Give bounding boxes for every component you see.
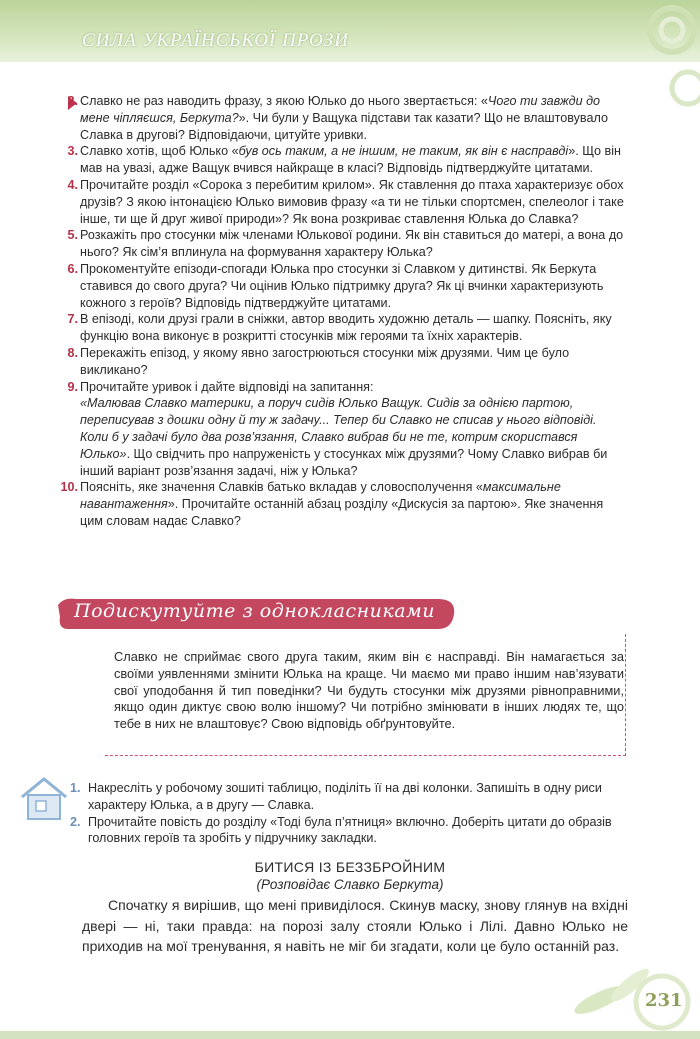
question-number: 7. xyxy=(67,312,78,327)
question-text: Розкажіть про стосунки між членами Юлькової родини. Як він ставиться до матері, а вона до нього? Як сім’я вплинула на формування характеру Юлька? xyxy=(80,228,624,260)
question-item xyxy=(67,311,628,345)
question-text: Прокоментуйте епізоди-спогади Юлька про стосунки зі Славком у дитинстві. Як Беркута ставився до свого друга? Чи оцінив Юлько підтримку друга? Як ці вчинки характеризують кожного з героїв? Відповідь підтверджуйте цитатами. xyxy=(80,261,604,310)
question-number: 5. xyxy=(67,228,78,243)
page-number: 231 xyxy=(645,990,683,1011)
homework-text: Прочитайте повість до розділу «Тоді була п’ятниця» включно. Доберіть цитати до образів головних героїв та зробіть у підручнику закладки. xyxy=(88,814,612,846)
homework-text: Накресліть у робочому зошиті таблицю, поділіть її на дві колонки. Запишіть в одну риси характеру Юлька, а в другу — Славка. xyxy=(88,781,602,812)
question-number: 9. xyxy=(67,379,78,394)
question-number: 10. xyxy=(60,480,78,495)
discussion-text: Славко не сприймає свого друга таким, яким він є насправді. Він намагається за своїми уявленнями змінити Юлька на краще. Чи маємо ми право іншим нав’язувати свої уподобання й тип поведінки? Чи будуть стосунки між друзями рівноправними, якщо один диктує свою волю іншому? Чи потрібно змінювати в інших людях те, що тебе в них не влаштовує? Свою відповідь обґрунтовуйте. xyxy=(114,649,624,732)
question-text: ». Прочитайте останній абзац розділу «Дискусія за партою». Яке значення цим словам надає Славко? xyxy=(80,497,604,528)
homework-list xyxy=(70,780,628,847)
homework-number: 2. xyxy=(70,814,81,829)
question-item xyxy=(67,261,628,311)
quote-text: максимальне навантаження xyxy=(80,480,561,512)
question-number: 6. xyxy=(67,261,78,276)
question-item xyxy=(67,227,628,261)
question-number: 4. xyxy=(67,177,78,192)
question-list xyxy=(60,93,628,530)
bottom-rule xyxy=(0,1031,700,1039)
homework-number: 1. xyxy=(70,781,81,795)
question-text: ». Що він мав на увазі, адже Ващук вчився найкраще в класі? Відповідь підтверджуйте цитатами. xyxy=(80,144,621,176)
question-text: Прочитайте розділ «Сорока з перебитим крилом». Як ставлення до птаха характеризує обох друзів? З якою інтонацією Юлько вимовив фразу «а ти не тільки спортсмен, спелеолог і таке інше, ти ще й друг живої природи»? Як вона розкриває ставлення Юлька до Славка? xyxy=(80,177,624,226)
question-text: В епізоді, коли друзі грали в сніжки, автор вводить художню деталь — шапку. Поясніть, яку функцію вона виконує в розкритті стосунків між героями та їхніх характерів. xyxy=(80,312,612,344)
question-number: 8. xyxy=(67,345,78,360)
question-item xyxy=(67,177,628,227)
homework-item xyxy=(70,780,628,814)
question-text: Прочитайте уривок і дайте відповіді на запитання: xyxy=(80,379,374,394)
question-item xyxy=(67,345,628,379)
story-title: БИТИСЯ ІЗ БЕЗЗБРОЙНИМ xyxy=(254,859,446,875)
question-item xyxy=(67,93,628,143)
question-text: Славко не раз наводить фразу, з якою Юлько до нього звертається: « xyxy=(80,94,488,108)
home-assignment-icon xyxy=(18,775,70,821)
discussion-banner-title: Подискутуйте з однокласниками xyxy=(74,600,436,622)
question-number: 3. xyxy=(67,144,78,159)
homework-item xyxy=(70,814,628,848)
story-subtitle: (Розповідає Славко Беркута) xyxy=(256,877,444,892)
story-paragraph: Спочатку я вирішив, що мені привиділося. Скинув маску, знову глянув на вхідні двері — ні, таки правда: на порозі залу стояли Юлько і Лілі. Давно Юлько не приходив на мої тренування, я навіть не міг би згадати, коли це було останній раз. xyxy=(82,897,628,954)
question-text: Перекажіть епізод, у якому явно загострюються стосунки між друзями. Чим це було викликано? xyxy=(80,345,570,377)
question-text: . Що свідчить про напруженість у стосунках між друзями? Чому Славко вибрав би інший варіант розв’язання задачі, ніж у Юлька? xyxy=(80,446,608,478)
question-text: ». Чи були у Ващука підстави так казати? Що не влаштовувало Славка в другові? Відповідаючи, цитуйте уривки. xyxy=(80,110,608,142)
question-number: 2. xyxy=(67,94,78,108)
question-text: Поясніть, яке значення Славків батько вкладав у словосполучення « xyxy=(80,480,483,495)
quote-text: був ось таким, а не іншим, не таким, як він є насправді xyxy=(238,144,569,159)
question-item xyxy=(67,379,628,480)
question-text: Славко хотів, щоб Юлько « xyxy=(80,144,239,159)
question-item xyxy=(60,479,628,529)
running-header: СИЛА УКРАЇНСЬКОЇ ПРОЗИ xyxy=(82,30,349,51)
quote-text: «Малював Славко материки, а поруч сидів Юлько Ващук. Сидів за однією партою, переписував з дошки одну й ту ж задачу... Тепер би Славко не списав у нього відповіді. Коли б у задачі було два розв’язання, Славко вибрав би не те, котрим скористався Юлько» xyxy=(80,396,597,461)
question-item xyxy=(67,143,628,177)
quote-text: Чого ти завжди до мене чіпляєшся, Беркута? xyxy=(80,94,601,125)
